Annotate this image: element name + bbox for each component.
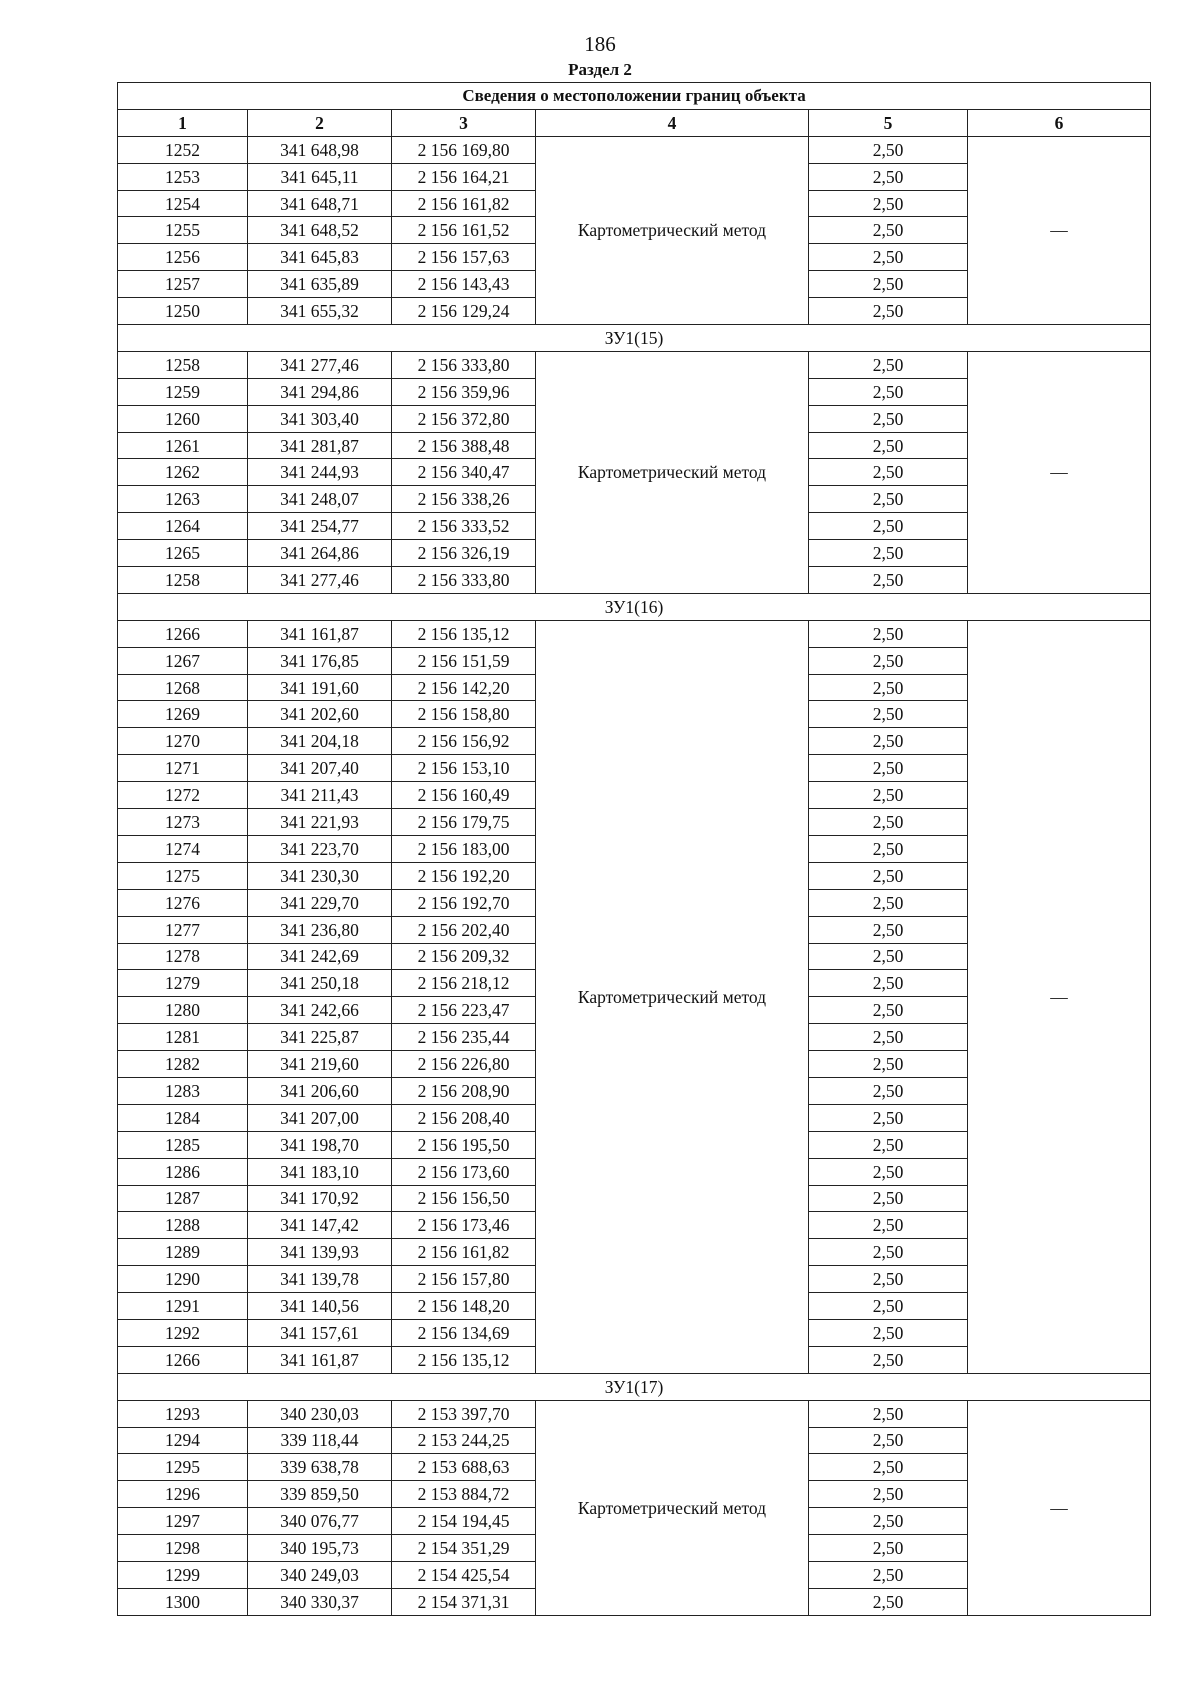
table-caption: Сведения о местоположении границ объекта: [118, 83, 1151, 110]
point-number-cell: 1250: [118, 298, 248, 325]
coordinate-y-cell: 2 156 151,59: [392, 647, 536, 674]
coordinate-x-cell: 341 211,43: [248, 782, 392, 809]
coordinate-y-cell: 2 154 351,29: [392, 1535, 536, 1562]
coordinate-y-cell: 2 156 148,20: [392, 1293, 536, 1320]
method-cell: Картометрический метод: [536, 351, 809, 593]
group-label: ЗУ1(17): [118, 1373, 1151, 1400]
coordinate-y-cell: 2 156 135,12: [392, 620, 536, 647]
coordinate-x-cell: 341 176,85: [248, 647, 392, 674]
coordinate-x-cell: 341 248,07: [248, 486, 392, 513]
method-cell: Картометрический метод: [536, 136, 809, 324]
point-number-cell: 1292: [118, 1319, 248, 1346]
accuracy-cell: 2,50: [809, 405, 968, 432]
accuracy-cell: 2,50: [809, 1212, 968, 1239]
coordinate-x-cell: 341 277,46: [248, 567, 392, 594]
accuracy-cell: 2,50: [809, 943, 968, 970]
coordinate-x-cell: 341 206,60: [248, 1077, 392, 1104]
point-number-cell: 1253: [118, 163, 248, 190]
coordinate-x-cell: 341 191,60: [248, 674, 392, 701]
point-number-cell: 1295: [118, 1454, 248, 1481]
coordinate-x-cell: 341 225,87: [248, 1024, 392, 1051]
point-number-cell: 1262: [118, 459, 248, 486]
point-number-cell: 1299: [118, 1561, 248, 1588]
accuracy-cell: 2,50: [809, 513, 968, 540]
coordinate-x-cell: 341 219,60: [248, 1051, 392, 1078]
point-number-cell: 1259: [118, 378, 248, 405]
coordinate-y-cell: 2 156 183,00: [392, 835, 536, 862]
coordinate-x-cell: 339 859,50: [248, 1481, 392, 1508]
coordinate-x-cell: 341 198,70: [248, 1131, 392, 1158]
point-number-cell: 1260: [118, 405, 248, 432]
coordinate-x-cell: 340 249,03: [248, 1561, 392, 1588]
coordinate-y-cell: 2 156 179,75: [392, 809, 536, 836]
accuracy-cell: 2,50: [809, 620, 968, 647]
point-number-cell: 1276: [118, 889, 248, 916]
coordinate-y-cell: 2 156 208,90: [392, 1077, 536, 1104]
accuracy-cell: 2,50: [809, 244, 968, 271]
accuracy-cell: 2,50: [809, 1239, 968, 1266]
coordinate-x-cell: 340 195,73: [248, 1535, 392, 1562]
point-number-cell: 1258: [118, 567, 248, 594]
point-number-cell: 1298: [118, 1535, 248, 1562]
accuracy-cell: 2,50: [809, 190, 968, 217]
point-number-cell: 1293: [118, 1400, 248, 1427]
coordinate-x-cell: 340 330,37: [248, 1588, 392, 1615]
coordinate-x-cell: 341 242,69: [248, 943, 392, 970]
dash-text: —: [1050, 220, 1068, 241]
coordinate-y-cell: 2 156 192,70: [392, 889, 536, 916]
coordinate-y-cell: 2 156 129,24: [392, 298, 536, 325]
accuracy-cell: 2,50: [809, 1346, 968, 1373]
coordinate-x-cell: 341 655,32: [248, 298, 392, 325]
point-number-cell: 1280: [118, 997, 248, 1024]
point-number-cell: 1267: [118, 647, 248, 674]
group-label: ЗУ1(15): [118, 325, 1151, 352]
accuracy-cell: 2,50: [809, 1293, 968, 1320]
table-row: [118, 351, 1151, 378]
coordinate-y-cell: 2 156 173,46: [392, 1212, 536, 1239]
accuracy-cell: 2,50: [809, 809, 968, 836]
method-cell: Картометрический метод: [536, 1400, 809, 1615]
accuracy-cell: 2,50: [809, 1185, 968, 1212]
coordinate-y-cell: 2 156 372,80: [392, 405, 536, 432]
point-number-cell: 1283: [118, 1077, 248, 1104]
coordinate-x-cell: 341 294,86: [248, 378, 392, 405]
coordinate-x-cell: 341 161,87: [248, 620, 392, 647]
dash-text: —: [1050, 986, 1068, 1007]
accuracy-cell: 2,50: [809, 567, 968, 594]
point-number-cell: 1261: [118, 432, 248, 459]
coordinate-y-cell: 2 156 153,10: [392, 755, 536, 782]
point-number-cell: 1291: [118, 1293, 248, 1320]
coordinate-y-cell: 2 153 688,63: [392, 1454, 536, 1481]
point-number-cell: 1274: [118, 835, 248, 862]
accuracy-cell: 2,50: [809, 889, 968, 916]
coordinate-x-cell: 341 161,87: [248, 1346, 392, 1373]
coordinate-x-cell: 341 202,60: [248, 701, 392, 728]
accuracy-cell: 2,50: [809, 782, 968, 809]
accuracy-cell: 2,50: [809, 432, 968, 459]
point-number-cell: 1286: [118, 1158, 248, 1185]
coordinate-y-cell: 2 154 425,54: [392, 1561, 536, 1588]
table-caption-row: [118, 83, 1151, 110]
point-number-cell: 1268: [118, 674, 248, 701]
group-label-row: [118, 593, 1151, 620]
coordinate-x-cell: 341 157,61: [248, 1319, 392, 1346]
coordinate-y-cell: 2 156 157,80: [392, 1266, 536, 1293]
accuracy-cell: 2,50: [809, 298, 968, 325]
coordinate-x-cell: 341 230,30: [248, 862, 392, 889]
column-header: 6: [968, 109, 1151, 136]
point-number-cell: 1254: [118, 190, 248, 217]
coordinate-x-cell: 339 638,78: [248, 1454, 392, 1481]
coordinate-y-cell: 2 156 218,12: [392, 970, 536, 997]
point-number-cell: 1275: [118, 862, 248, 889]
coordinate-x-cell: 341 242,66: [248, 997, 392, 1024]
coordinate-x-cell: 341 139,93: [248, 1239, 392, 1266]
coordinate-y-cell: 2 156 156,92: [392, 728, 536, 755]
boundary-coordinates-table: [117, 82, 1151, 1616]
coordinate-y-cell: 2 156 209,32: [392, 943, 536, 970]
column-6-cell: [968, 620, 1151, 1373]
coordinate-x-cell: 341 277,46: [248, 351, 392, 378]
accuracy-cell: 2,50: [809, 1024, 968, 1051]
point-number-cell: 1284: [118, 1104, 248, 1131]
coordinate-x-cell: 341 170,92: [248, 1185, 392, 1212]
point-number-cell: 1285: [118, 1131, 248, 1158]
coordinate-x-cell: 341 648,52: [248, 217, 392, 244]
table-body: [118, 136, 1151, 1615]
accuracy-cell: 2,50: [809, 916, 968, 943]
point-number-cell: 1266: [118, 1346, 248, 1373]
coordinate-x-cell: 341 264,86: [248, 540, 392, 567]
point-number-cell: 1288: [118, 1212, 248, 1239]
point-number-cell: 1281: [118, 1024, 248, 1051]
accuracy-cell: 2,50: [809, 1535, 968, 1562]
column-header: 5: [809, 109, 968, 136]
coordinate-x-cell: 341 183,10: [248, 1158, 392, 1185]
coordinate-x-cell: 341 645,11: [248, 163, 392, 190]
coordinate-y-cell: 2 156 173,60: [392, 1158, 536, 1185]
point-number-cell: 1258: [118, 351, 248, 378]
accuracy-cell: 2,50: [809, 970, 968, 997]
point-number-cell: 1297: [118, 1508, 248, 1535]
coordinate-y-cell: 2 156 359,96: [392, 378, 536, 405]
point-number-cell: 1256: [118, 244, 248, 271]
coordinate-x-cell: 341 648,71: [248, 190, 392, 217]
coordinate-x-cell: 341 140,56: [248, 1293, 392, 1320]
coordinate-x-cell: 341 221,93: [248, 809, 392, 836]
coordinate-y-cell: 2 156 142,20: [392, 674, 536, 701]
coordinate-y-cell: 2 156 158,80: [392, 701, 536, 728]
accuracy-cell: 2,50: [809, 378, 968, 405]
accuracy-cell: 2,50: [809, 1561, 968, 1588]
point-number-cell: 1294: [118, 1427, 248, 1454]
table-header-row: [118, 109, 1151, 136]
point-number-cell: 1265: [118, 540, 248, 567]
accuracy-cell: 2,50: [809, 1077, 968, 1104]
coordinate-y-cell: 2 156 135,12: [392, 1346, 536, 1373]
coordinate-y-cell: 2 153 884,72: [392, 1481, 536, 1508]
point-number-cell: 1273: [118, 809, 248, 836]
point-number-cell: 1287: [118, 1185, 248, 1212]
column-6-cell: [968, 136, 1151, 324]
accuracy-cell: 2,50: [809, 1454, 968, 1481]
coordinate-y-cell: 2 156 160,49: [392, 782, 536, 809]
point-number-cell: 1290: [118, 1266, 248, 1293]
accuracy-cell: 2,50: [809, 1588, 968, 1615]
coordinate-y-cell: 2 156 157,63: [392, 244, 536, 271]
coordinate-y-cell: 2 154 371,31: [392, 1588, 536, 1615]
table-row: [118, 620, 1151, 647]
coordinate-y-cell: 2 156 235,44: [392, 1024, 536, 1051]
accuracy-cell: 2,50: [809, 1158, 968, 1185]
table-row: [118, 136, 1151, 163]
coordinate-y-cell: 2 156 143,43: [392, 271, 536, 298]
point-number-cell: 1263: [118, 486, 248, 513]
coordinate-y-cell: 2 156 333,52: [392, 513, 536, 540]
accuracy-cell: 2,50: [809, 1427, 968, 1454]
accuracy-cell: 2,50: [809, 1051, 968, 1078]
point-number-cell: 1278: [118, 943, 248, 970]
column-header: 3: [392, 109, 536, 136]
section-title: Раздел 2: [568, 60, 632, 79]
coordinate-y-cell: 2 156 161,52: [392, 217, 536, 244]
coordinate-x-cell: 341 147,42: [248, 1212, 392, 1239]
accuracy-cell: 2,50: [809, 351, 968, 378]
point-number-cell: 1277: [118, 916, 248, 943]
coordinate-x-cell: 341 207,40: [248, 755, 392, 782]
point-number-cell: 1266: [118, 620, 248, 647]
point-number-cell: 1296: [118, 1481, 248, 1508]
coordinate-y-cell: 2 156 226,80: [392, 1051, 536, 1078]
coordinate-x-cell: 341 635,89: [248, 271, 392, 298]
coordinate-x-cell: 341 281,87: [248, 432, 392, 459]
dash-text: —: [1050, 462, 1068, 483]
point-number-cell: 1257: [118, 271, 248, 298]
coordinate-x-cell: 341 254,77: [248, 513, 392, 540]
point-number-cell: 1279: [118, 970, 248, 997]
coordinate-y-cell: 2 154 194,45: [392, 1508, 536, 1535]
dash-text: —: [1050, 1497, 1068, 1518]
accuracy-cell: 2,50: [809, 647, 968, 674]
coordinate-x-cell: 341 204,18: [248, 728, 392, 755]
coordinate-y-cell: 2 156 208,40: [392, 1104, 536, 1131]
accuracy-cell: 2,50: [809, 728, 968, 755]
accuracy-cell: 2,50: [809, 835, 968, 862]
point-number-cell: 1255: [118, 217, 248, 244]
point-number-cell: 1282: [118, 1051, 248, 1078]
method-cell: Картометрический метод: [536, 620, 809, 1373]
column-header: 2: [248, 109, 392, 136]
point-number-cell: 1300: [118, 1588, 248, 1615]
coordinate-x-cell: 341 250,18: [248, 970, 392, 997]
coordinate-x-cell: 341 236,80: [248, 916, 392, 943]
coordinate-x-cell: 341 229,70: [248, 889, 392, 916]
table-row: [118, 1400, 1151, 1427]
coordinate-x-cell: 341 223,70: [248, 835, 392, 862]
coordinate-y-cell: 2 156 333,80: [392, 351, 536, 378]
accuracy-cell: 2,50: [809, 674, 968, 701]
coordinate-y-cell: 2 156 161,82: [392, 1239, 536, 1266]
accuracy-cell: 2,50: [809, 1131, 968, 1158]
point-number-cell: 1252: [118, 136, 248, 163]
group-label: ЗУ1(16): [118, 593, 1151, 620]
point-number-cell: 1269: [118, 701, 248, 728]
coordinate-y-cell: 2 156 156,50: [392, 1185, 536, 1212]
accuracy-cell: 2,50: [809, 540, 968, 567]
coordinate-x-cell: 340 230,03: [248, 1400, 392, 1427]
accuracy-cell: 2,50: [809, 486, 968, 513]
coordinate-y-cell: 2 153 244,25: [392, 1427, 536, 1454]
column-6-cell: [968, 351, 1151, 593]
coordinate-y-cell: 2 156 161,82: [392, 190, 536, 217]
coordinate-y-cell: 2 156 223,47: [392, 997, 536, 1024]
column-header: 4: [536, 109, 809, 136]
coordinate-y-cell: 2 153 397,70: [392, 1400, 536, 1427]
coordinate-y-cell: 2 156 192,20: [392, 862, 536, 889]
point-number-cell: 1272: [118, 782, 248, 809]
accuracy-cell: 2,50: [809, 1266, 968, 1293]
point-number-cell: 1264: [118, 513, 248, 540]
accuracy-cell: 2,50: [809, 701, 968, 728]
coordinate-y-cell: 2 156 195,50: [392, 1131, 536, 1158]
accuracy-cell: 2,50: [809, 1508, 968, 1535]
accuracy-cell: 2,50: [809, 136, 968, 163]
point-number-cell: 1270: [118, 728, 248, 755]
accuracy-cell: 2,50: [809, 755, 968, 782]
accuracy-cell: 2,50: [809, 1481, 968, 1508]
accuracy-cell: 2,50: [809, 217, 968, 244]
accuracy-cell: 2,50: [809, 1400, 968, 1427]
group-label-row: [118, 1373, 1151, 1400]
coordinate-y-cell: 2 156 134,69: [392, 1319, 536, 1346]
coordinate-y-cell: 2 156 388,48: [392, 432, 536, 459]
point-number-cell: 1289: [118, 1239, 248, 1266]
accuracy-cell: 2,50: [809, 997, 968, 1024]
coordinate-x-cell: 340 076,77: [248, 1508, 392, 1535]
accuracy-cell: 2,50: [809, 163, 968, 190]
accuracy-cell: 2,50: [809, 1319, 968, 1346]
accuracy-cell: 2,50: [809, 459, 968, 486]
coordinate-x-cell: 341 648,98: [248, 136, 392, 163]
coordinate-x-cell: 341 645,83: [248, 244, 392, 271]
coordinate-x-cell: 341 207,00: [248, 1104, 392, 1131]
coordinate-y-cell: 2 156 333,80: [392, 567, 536, 594]
coordinate-y-cell: 2 156 164,21: [392, 163, 536, 190]
column-6-cell: [968, 1400, 1151, 1615]
page-number: 186: [584, 32, 616, 56]
coordinate-y-cell: 2 156 202,40: [392, 916, 536, 943]
column-header: 1: [118, 109, 248, 136]
accuracy-cell: 2,50: [809, 271, 968, 298]
point-number-cell: 1271: [118, 755, 248, 782]
accuracy-cell: 2,50: [809, 862, 968, 889]
coordinate-x-cell: 341 139,78: [248, 1266, 392, 1293]
coordinate-y-cell: 2 156 169,80: [392, 136, 536, 163]
group-label-row: [118, 325, 1151, 352]
coordinate-x-cell: 341 303,40: [248, 405, 392, 432]
coordinate-y-cell: 2 156 338,26: [392, 486, 536, 513]
coordinate-x-cell: 339 118,44: [248, 1427, 392, 1454]
coordinate-y-cell: 2 156 326,19: [392, 540, 536, 567]
coordinate-y-cell: 2 156 340,47: [392, 459, 536, 486]
accuracy-cell: 2,50: [809, 1104, 968, 1131]
coordinate-x-cell: 341 244,93: [248, 459, 392, 486]
